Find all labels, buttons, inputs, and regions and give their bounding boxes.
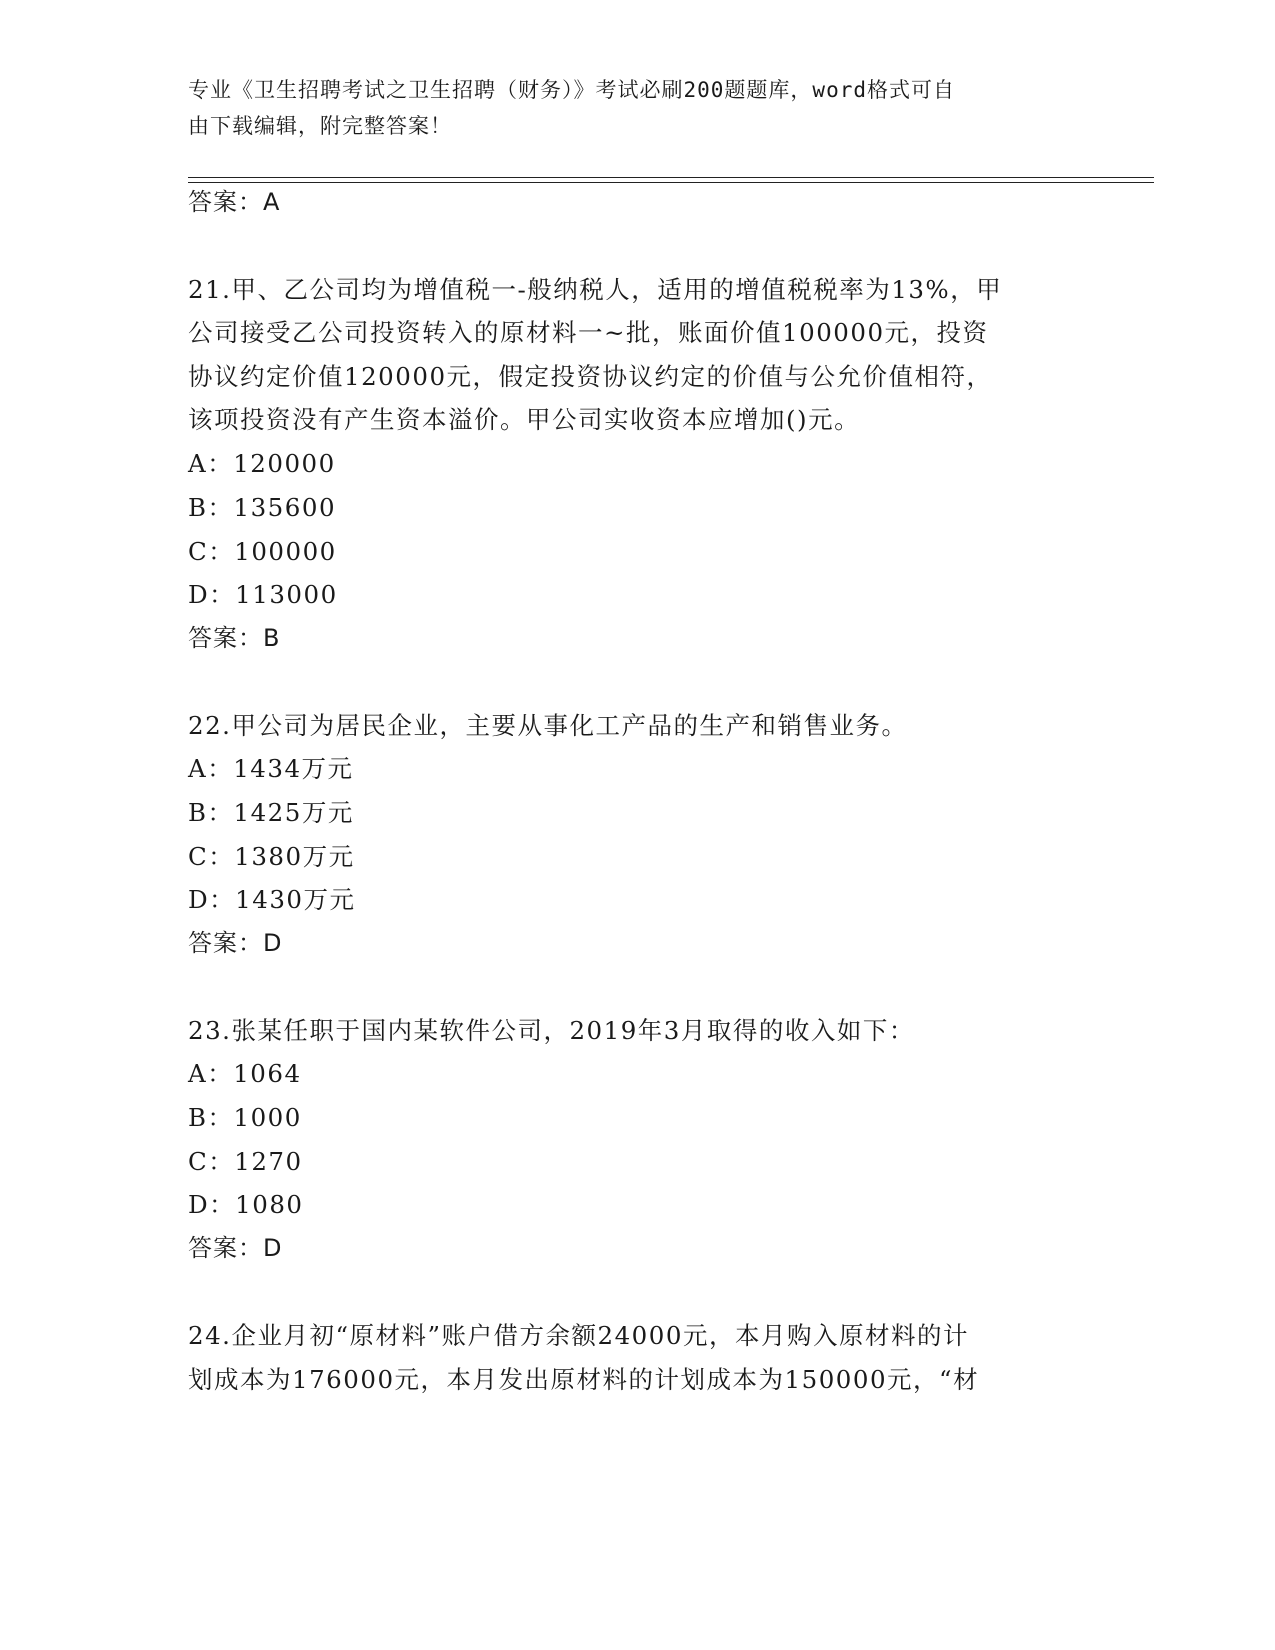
header-divider-top <box>188 177 1154 178</box>
header-divider-bottom <box>188 182 1154 183</box>
q23-answer: 答案：D <box>188 1234 283 1262</box>
q24-text-line-1: 24.企业月初“原材料”账户借方余额24000元，本月购入原材料的计 <box>188 1321 969 1350</box>
header-title-line-2: 由下载编辑，附完整答案！ <box>188 114 452 138</box>
q23-option-c: C：1270 <box>188 1147 303 1176</box>
q22-option-d: D：1430万元 <box>188 885 356 914</box>
q22-text-line-1: 22.甲公司为居民企业，主要从事化工产品的生产和销售业务。 <box>188 711 908 740</box>
q21-option-d: D：113000 <box>188 580 338 609</box>
q21-text-line-3: 协议约定价值120000元，假定投资协议约定的价值与公允价值相符， <box>188 362 993 391</box>
q22-option-c: C：1380万元 <box>188 842 355 871</box>
q21-text-line-4: 该项投资没有产生资本溢价。甲公司实收资本应增加()元。 <box>188 405 861 434</box>
document-header <box>188 72 1068 144</box>
q23-option-b: B：1000 <box>188 1103 302 1132</box>
q22-option-a: A：1434万元 <box>188 754 354 783</box>
q21-option-c: C：100000 <box>188 537 337 566</box>
q23-option-a: A：1064 <box>188 1059 302 1088</box>
q22-option-b: B：1425万元 <box>188 798 354 827</box>
q21-text-line-2: 公司接受乙公司投资转入的原材料一~批，账面价值100000元，投资 <box>188 318 989 347</box>
q22-answer: 答案：D <box>188 929 283 957</box>
q21-option-a: A：120000 <box>188 449 336 478</box>
q24-text-line-2: 划成本为176000元，本月发出原材料的计划成本为150000元，“材 <box>188 1365 980 1394</box>
q21-option-b: B：135600 <box>188 493 337 522</box>
q21-answer: 答案：B <box>188 624 281 652</box>
previous-answer: 答案：A <box>188 188 281 216</box>
q21-text-line-1: 21.甲、乙公司均为增值税一-般纳税人，适用的增值税税率为13%，甲 <box>188 275 1003 304</box>
header-title-line-1: 专业《卫生招聘考试之卫生招聘（财务）》考试必刷200题题库，word格式可自 <box>188 78 955 102</box>
q23-option-d: D：1080 <box>188 1190 304 1219</box>
q23-text-line-1: 23.张某任职于国内某软件公司，2019年3月取得的收入如下： <box>188 1016 915 1045</box>
